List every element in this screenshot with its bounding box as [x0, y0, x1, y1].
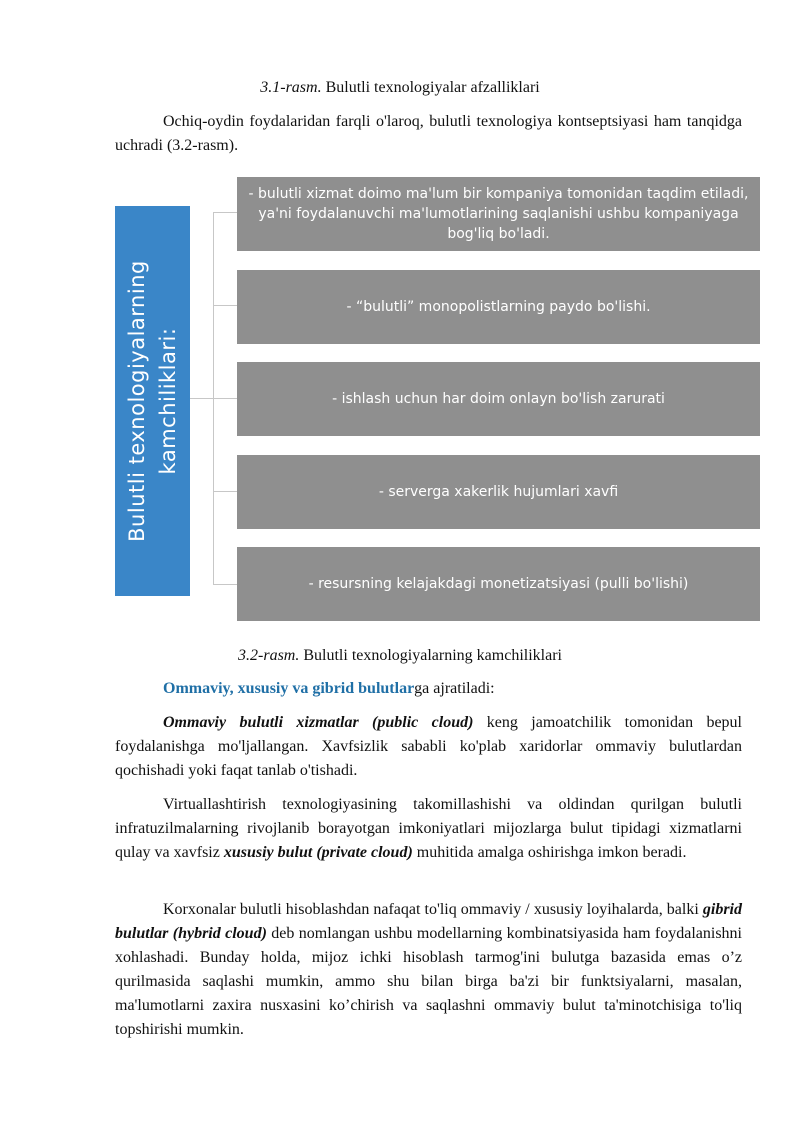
disadvantage-box-5 — [237, 547, 760, 621]
disadvantage-text: - bulutli xizmat doimo ma'lum bir kompaniya tomonidan taqdim etiladi, ya'ni foydalanuvchi ma'lumotlarining saqlanishi ushbu kompaniyaga bog'liq bo'ladi. — [248, 186, 749, 242]
term-hybrid-cloud: gibrid bulutlar (hybrid cloud) — [115, 901, 742, 942]
diagram-title-box — [115, 206, 190, 596]
disadvantage-text: - ishlash uchun har doim onlayn bo'lish zarurati — [332, 391, 665, 407]
caption-text: Bulutli texnologiyalarning kamchiliklari — [299, 647, 562, 664]
disadvantage-box-1 — [237, 177, 760, 251]
caption-number: 3.2-rasm. — [238, 647, 300, 664]
disadvantage-box-2 — [237, 270, 760, 344]
paragraph-public-cloud — [115, 711, 742, 783]
section-heading-bold: Ommaviy, xususiy va gibrid bulutlar — [163, 680, 415, 697]
connector-branch-5 — [213, 584, 237, 585]
figure-caption-3-2 — [0, 646, 800, 666]
paragraph-text: Virtuallashtirish texnologiyasining takomillashishi va oldindan qurilgan bulutli infratuzilmalarning rivojlanib borayotgan imkoniyatlari mijozlarga bulut tipidagi xizmatlarni qulay va xavfsiz — [115, 796, 742, 861]
paragraph-text: deb nomlangan ushbu modellarning kombinatsiyasida ham foydalanishni xohlashadi. Bunday holda, mijoz ichki hisoblash tarmog'ini bulutga bazasida emas o’z qurilmasida saqlashi mumkin, ammo shu bilan birga ba'zi bir funktsiyalarni, masalan, ma'lumotlarni zaxira nusxasini ko’chirish va saqlashni ommaviy bulut ta'minotchisiga to'liq topshirishi mumkin. — [115, 925, 743, 1038]
connector-stem — [190, 398, 214, 399]
section-heading — [115, 677, 742, 701]
diagram-title: Bulutli texnologiyalarning kamchiliklari: — [124, 260, 180, 542]
disadvantage-text: - “bulutli” monopolistlarning paydo bo'lishi. — [346, 299, 651, 315]
paragraph-private-cloud — [115, 793, 742, 865]
paragraph-text: Korxonalar bulutli hisoblashdan nafaqat to'liq ommaviy / xususiy loyihalarda, balki — [163, 901, 703, 918]
disadvantage-text: - serverga xakerlik hujumlari xavfi — [378, 484, 619, 500]
connector-branch-3 — [213, 398, 237, 399]
section-heading-rest: ga ajratiladi: — [414, 680, 495, 697]
paragraph-text: keng jamoatchilik tomonidan bepul foydalanishga mo'ljallangan. Xavfsizlik sababli ko'plab xaridorlar ommaviy bulutlardan qochishadi yoki faqat tanlab o'tishadi. — [115, 714, 742, 779]
paragraph-hybrid-cloud — [115, 898, 742, 1042]
caption-number: 3.1-rasm. — [260, 79, 322, 96]
intro-paragraph: Ochiq-oydin foydalaridan farqli o'laroq, bulutli texnologiya kontseptsiyasi ham tanqidga uchradi (3.2-rasm). — [115, 113, 742, 154]
connector-branch-1 — [213, 212, 237, 213]
connector-branch-2 — [213, 305, 237, 306]
caption-text: Bulutli texnologiyalar afzalliklari — [321, 79, 540, 96]
connector-branch-4 — [213, 491, 237, 492]
paragraph-text: muhitida amalga oshirishga imkon beradi. — [412, 844, 687, 861]
term-private-cloud: xususiy bulut (private cloud) — [223, 844, 413, 861]
disadvantage-box-4 — [237, 455, 760, 529]
figure-caption-3-1 — [0, 78, 800, 98]
disadvantage-text: - resursning kelajakdagi monetizatsiyasi (pulli bo'lishi) — [308, 576, 689, 592]
term-public-cloud: Ommaviy bulutli xizmatlar (public cloud) — [163, 714, 474, 731]
disadvantage-box-3 — [237, 362, 760, 436]
